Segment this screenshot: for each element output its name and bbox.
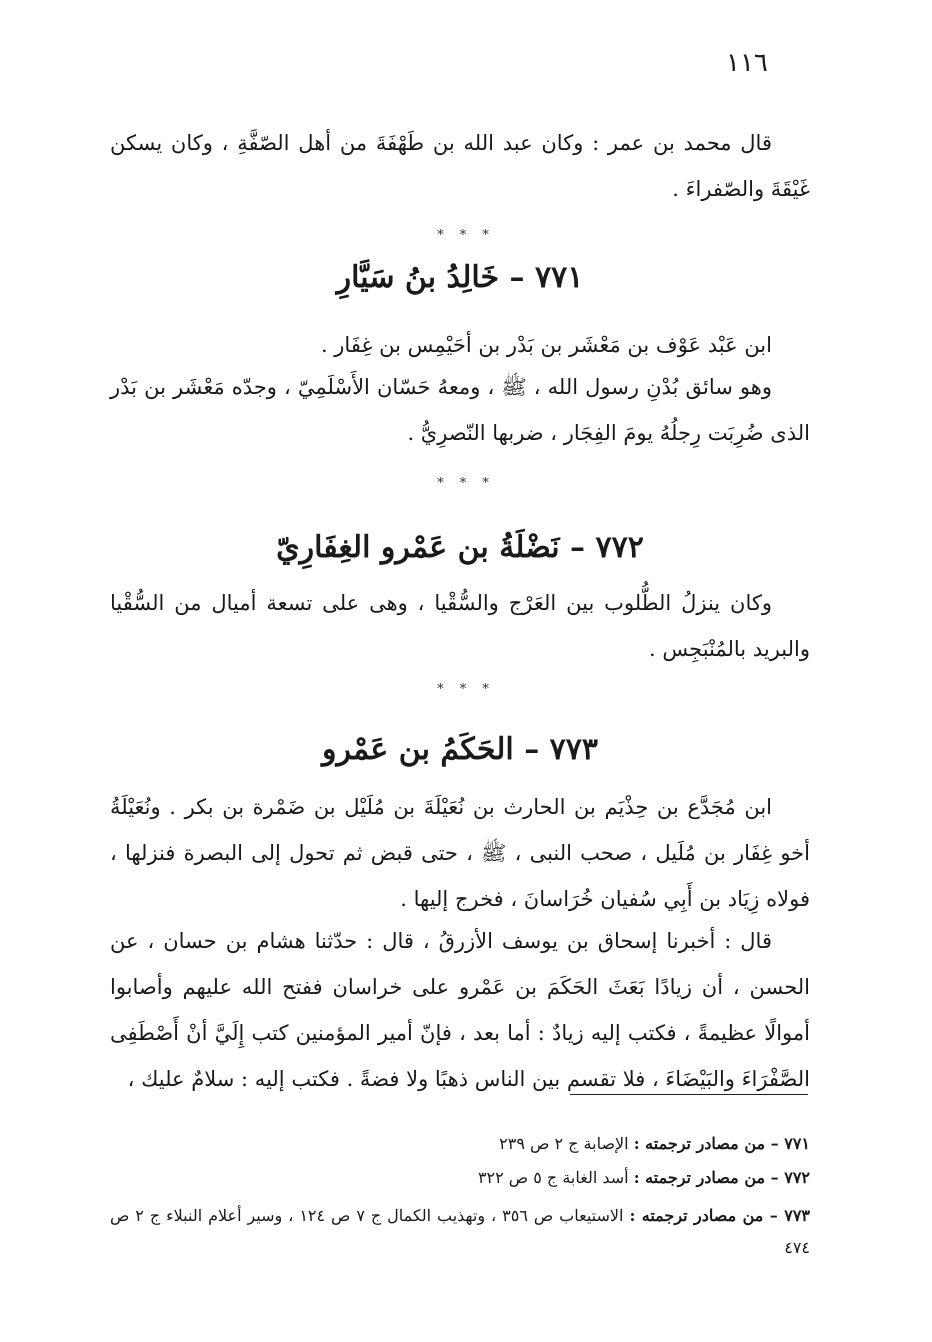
entry-heading-771: ٧٧١ – خَالِدُ بنُ سَيَّارِ [336, 260, 584, 295]
entry-772-paragraph-1: وكان ينزلُ الطُّلوب بين العَرْج والسُّقْيا ، وهى على تسعة أميال من السُّقْيا والبريد بالمُنْبَجِس . [110, 591, 810, 661]
entry-heading-772: ٧٧٢ – نَضْلَةُ بن عَمْرو الغِفَارِيّ [276, 530, 644, 565]
footnote-772 [110, 1162, 810, 1194]
footnote-773 [110, 1200, 810, 1264]
entry-773-paragraph-2: قال : أخبرنا إسحاق بن يوسف الأزرقُ ، قال : حدّثنا هشام بن حسان ، عن الحسن ، أن زيادًا بَعَثَ الحَكَمَ بن عَمْرو على خراسان ففتح الله عليهم وأصابوا أموالًا عظيمةً ، فكتب إليه زيادٌ : أما بعد ، فإنّ أمير المؤمنين كتب إِلَيَّ أنْ أَصْطَفِى الصَّفْرَاءَ والبَيْضَاءَ ، فلا تقسم بين الناس ذهبًا ولا فضةً . فكتب إليه : سلامٌ عليك ، [110, 929, 810, 1091]
section-separator: * * * [437, 228, 495, 243]
section-separator: * * * [437, 682, 495, 697]
entry-heading-773: ٧٧٣ – الحَكَمُ بن عَمْرو [322, 732, 598, 767]
page-number: ١١٦ [726, 48, 768, 78]
footnote-source: أسد الغابة ج ٥ ص ٣٢٢ [477, 1168, 629, 1187]
footnote-label: ٧٧٣ – من مصادر ترجمته : [629, 1206, 811, 1225]
entry-771-paragraph-1: ابن عَبْد عَوْف بن مَعْشَر بن بَدْر بن أحَيْمِس بن غِفَار . [320, 333, 772, 357]
entry-773-paragraph-1: ابن مُجَدَّع بن حِذْيَم بن الحارث بن نُعَيْلَةَ بن مُلَيْل بن ضَمْرة بن بكر . ونُعَيْلَةُ أخو غِفَار بن مُلَيل ، صحب النبى ، ﷺ ، حتى قبض ثم تحول إلى البصرة فنزلها ، فولاه زِيَاد بن أَبِي سُفيان خُرَاسانَ ، فخرج إليها . [110, 795, 810, 911]
footnote-label: ٧٧١ – من مصادر ترجمته : [633, 1134, 810, 1153]
footnote-source: الإصابة ج ٢ ص ٢٣٩ [499, 1134, 629, 1153]
footnote-label: ٧٧٢ – من مصادر ترجمته : [633, 1168, 810, 1187]
footnote-source: الاستيعاب ص ٣٥٦ ، وتهذيب الكمال ج ٧ ص ١٢٤ ، وسير أعلام النبلاء ج ٢ ص ٤٧٤ [110, 1206, 810, 1257]
section-separator: * * * [437, 476, 495, 491]
footnote-divider [570, 1094, 808, 1095]
footnote-771 [110, 1128, 810, 1160]
entry-771-paragraph-2: وهو سائق بُدْنِ رسول الله ، ﷺ ، ومعهُ حَسّان الأَسْلَمِيّ ، وجدّه مَعْشَر بن بَدْر الذى ضُرِبَت رِجلُهُ يومَ الفِجَار ، ضربها النّصرِيُّ . [110, 375, 810, 445]
intro-paragraph: قال محمد بن عمر : وكان عبد الله بن طَهْفَةَ من أهل الصّفَّةِ ، وكان يسكن غَيْقَةَ والصّفراءَ . [110, 131, 810, 201]
